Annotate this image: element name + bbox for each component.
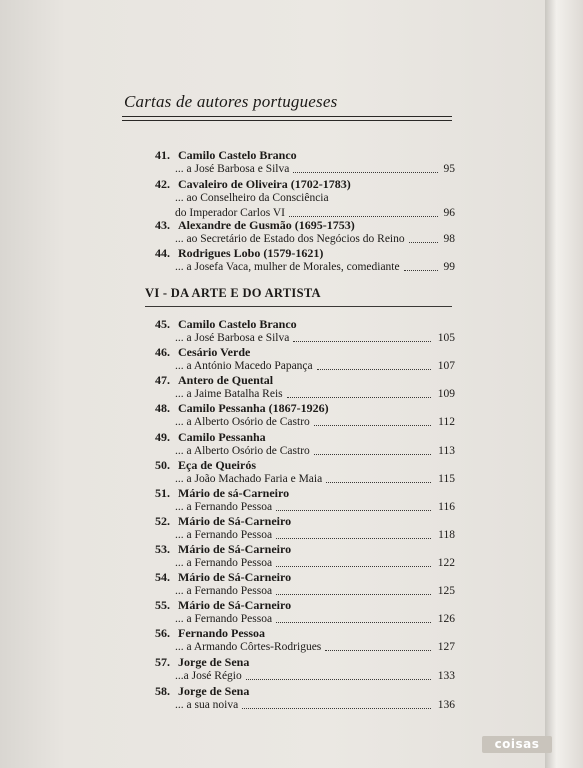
entry-author: Mário de Sá-Carneiro	[178, 542, 292, 556]
entry-number: 51.	[155, 486, 170, 500]
entry-author: Rodrigues Lobo (1579-1621)	[178, 246, 324, 260]
entry-recipient: ... a Fernando Pessoa	[175, 613, 273, 625]
entry-recipient: ... a Fernando Pessoa	[175, 557, 273, 569]
entry-recipient: ... a sua noiva	[175, 699, 239, 711]
entry-recipient: ... a Alberto Osório de Castro	[175, 416, 310, 428]
dot-leader	[276, 593, 431, 595]
entry-author: Camilo Castelo Branco	[178, 148, 297, 162]
entry-number: 57.	[155, 655, 170, 669]
entry-number: 41.	[155, 148, 170, 162]
dot-leader	[325, 649, 431, 651]
entry-author: Alexandre de Gusmão (1695-1753)	[178, 218, 355, 232]
dot-leader	[276, 565, 431, 567]
page-edge	[545, 0, 583, 768]
dot-leader	[242, 707, 431, 709]
dot-leader	[289, 215, 438, 217]
entry-author: Camilo Pessanha	[178, 430, 266, 444]
entry-page-number: 133	[437, 670, 455, 682]
entry-author: Eça de Queirós	[178, 458, 256, 472]
entry-author: Camilo Castelo Branco	[178, 317, 297, 331]
entry-author: Mário de Sá-Carneiro	[178, 514, 292, 528]
entry-page-number: 136	[437, 699, 455, 711]
dot-leader	[293, 171, 438, 173]
entry-number: 48.	[155, 401, 170, 415]
entry-page-number: 105	[437, 332, 455, 344]
entry-number: 55.	[155, 598, 170, 612]
entry-author: Mário de Sá-Carneiro	[178, 598, 292, 612]
entry-recipient: ...a José Régio	[175, 670, 242, 682]
entry-page-number: 109	[437, 388, 455, 400]
entry-number: 44.	[155, 246, 170, 260]
entry-recipient: ... a Armando Côrtes-Rodrigues	[175, 641, 322, 653]
entry-recipient: ... a Jaime Batalha Reis	[175, 388, 283, 400]
entry-page-number: 118	[438, 529, 455, 541]
entry-author: Cesário Verde	[178, 345, 251, 359]
entry-recipient: ... a José Barbosa e Silva	[175, 163, 290, 175]
running-header: Cartas de autores portugueses	[124, 92, 338, 111]
entry-number: 54.	[155, 570, 170, 584]
dot-leader	[276, 621, 431, 623]
dot-leader	[287, 396, 431, 398]
header-rule-bottom	[122, 120, 452, 121]
entry-number: 45.	[155, 317, 170, 331]
entry-author: Mário de sá-Carneiro	[178, 486, 290, 500]
dot-leader	[326, 481, 431, 483]
entry-page-number: 112	[438, 416, 455, 428]
entry-author: Jorge de Sena	[178, 655, 250, 669]
dot-leader	[246, 678, 431, 680]
section-rule	[145, 306, 452, 307]
entry-author: Camilo Pessanha (1867-1926)	[178, 401, 329, 415]
entry-page-number: 96	[443, 207, 455, 219]
entry-author: Jorge de Sena	[178, 684, 250, 698]
entry-number: 47.	[155, 373, 170, 387]
watermark-logo: coisas	[482, 736, 552, 753]
entry-recipient: ... a Fernando Pessoa	[175, 501, 273, 513]
entry-page-number: 116	[438, 501, 455, 513]
entry-number: 58.	[155, 684, 170, 698]
entry-recipient: ... a Fernando Pessoa	[175, 529, 273, 541]
entry-number: 53.	[155, 542, 170, 556]
entry-author: Cavaleiro de Oliveira (1702-1783)	[178, 177, 351, 191]
entry-recipient: ... a José Barbosa e Silva	[175, 332, 290, 344]
dot-leader	[276, 509, 431, 511]
dot-leader	[409, 241, 438, 243]
entry-number: 56.	[155, 626, 170, 640]
entry-recipient: ... a Alberto Osório de Castro	[175, 445, 310, 457]
entry-page-number: 107	[437, 360, 455, 372]
entry-recipient: ... a João Machado Faria e Maia	[175, 473, 323, 485]
entry-author: Antero de Quental	[178, 373, 274, 387]
dot-leader	[314, 424, 431, 426]
entry-number: 52.	[155, 514, 170, 528]
section-title: VI - DA ARTE E DO ARTISTA	[145, 286, 321, 300]
entry-number: 43.	[155, 218, 170, 232]
entry-recipient: ... a Fernando Pessoa	[175, 585, 273, 597]
entry-number: 50.	[155, 458, 170, 472]
entry-page-number: 122	[437, 557, 455, 569]
entry-number: 49.	[155, 430, 170, 444]
entry-page-number: 125	[437, 585, 455, 597]
entry-number: 42.	[155, 177, 170, 191]
entry-page-number: 95	[443, 163, 455, 175]
entry-recipient: ... a Josefa Vaca, mulher de Morales, comediante	[175, 261, 400, 273]
dot-leader	[276, 537, 431, 539]
entry-page-number: 98	[443, 233, 455, 245]
entry-author: Mário de Sá-Carneiro	[178, 570, 292, 584]
entry-recipient: ... ao Secretário de Estado dos Negócios do Reino	[175, 233, 405, 245]
entry-number: 46.	[155, 345, 170, 359]
entry-page-number: 113	[438, 445, 455, 457]
entry-page-number: 126	[437, 613, 455, 625]
dot-leader	[317, 368, 431, 370]
entry-recipient: do Imperador Carlos VI	[175, 207, 285, 219]
entry-recipient: ... ao Conselheiro da Consciência	[175, 192, 329, 204]
entry-page-number: 127	[437, 641, 455, 653]
dot-leader	[293, 340, 431, 342]
entry-recipient: ... a António Macedo Papança	[175, 360, 313, 372]
dot-leader	[404, 269, 438, 271]
header-rule-top	[122, 116, 452, 117]
dot-leader	[314, 453, 431, 455]
entry-author: Fernando Pessoa	[178, 626, 265, 640]
entry-page-number: 115	[438, 473, 455, 485]
entry-page-number: 99	[443, 261, 455, 273]
